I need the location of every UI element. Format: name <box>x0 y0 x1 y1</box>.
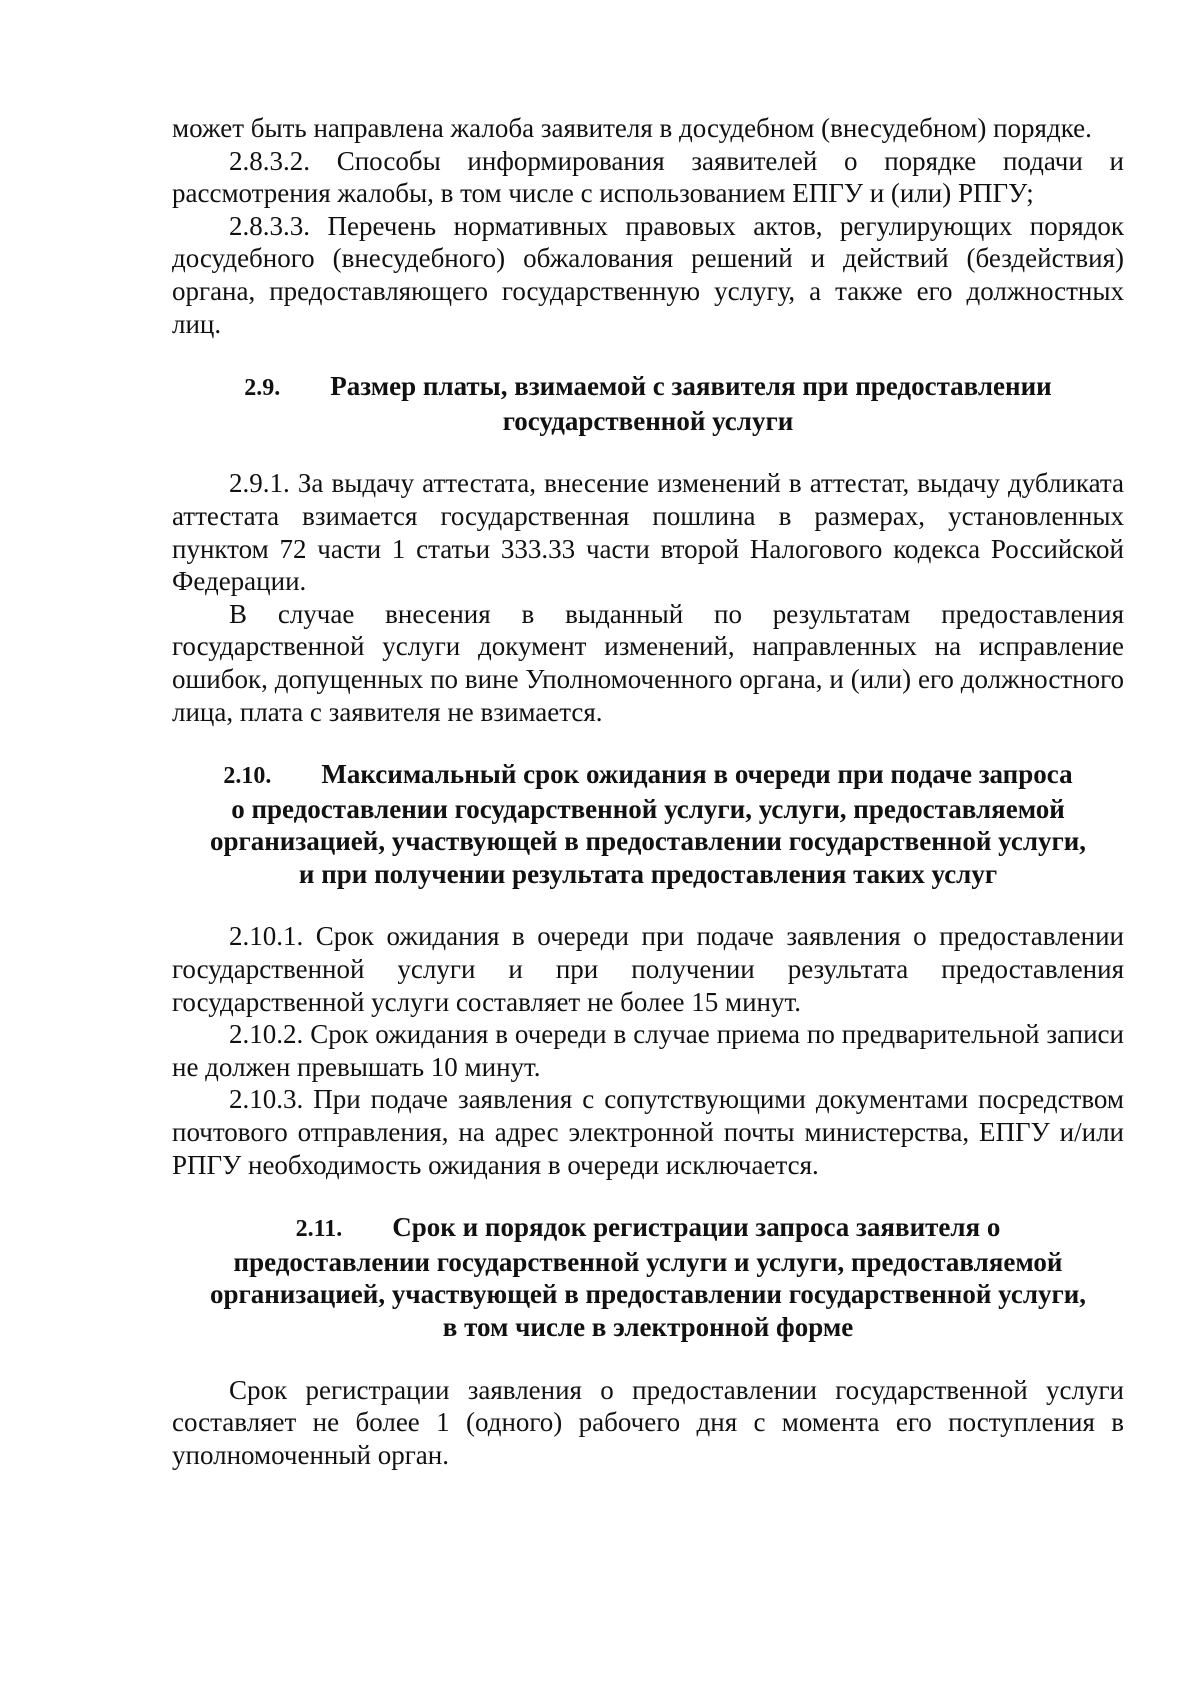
section-2-10-number: 2.10. <box>223 763 272 790</box>
section-2-9-title-line-2: государственной услуги <box>502 405 794 436</box>
paragraph-2-8-3-2: 2.8.3.2. Способы информирования заявителей о порядке подачи и рассмотрения жалобы, в том числе с использованием ЕПГУ и (или) РПГУ; <box>172 145 1124 209</box>
section-2-9-heading <box>172 370 1124 437</box>
section-2-11-title-line-3: организацией, участвующей в предоставлении государственной услуги, <box>209 1279 1087 1310</box>
section-2-9-heading-line-1 <box>172 370 1124 405</box>
section-2-11-heading-line-1 <box>172 1211 1124 1246</box>
section-2-11-title-line-4: в том числе в электронной форме <box>442 1312 854 1342</box>
section-2-9-number: 2.9. <box>244 375 281 402</box>
document-page <box>172 112 1124 1471</box>
paragraph-2-11-1: Срок регистрации заявления о предоставлении государственной услуги составляет не более 1 (одного) рабочего дня с момента его поступления в уполномоченный орган. <box>172 1374 1124 1470</box>
section-2-10-title-line-1: Максимальный срок ожидания в очереди при подаче запроса <box>321 759 1073 790</box>
section-2-11-number: 2.11. <box>295 1216 343 1243</box>
paragraph-2-10-2: 2.10.2. Срок ожидания в очереди в случае приема по предварительной записи не должен превышать 10 минут. <box>172 1019 1124 1082</box>
paragraph-2-10-1: 2.10.1. Срок ожидания в очереди при подаче заявления о предоставлении государственной услуги и при получении результата предоставления государственной услуги составляет не более 15 минут. <box>172 921 1124 1017</box>
section-2-10-heading <box>172 758 1124 890</box>
paragraph-2-10-3: 2.10.3. При подаче заявления с сопутствующими документами посредством почтового отправления, на адрес электронной почты министерства, ЕПГУ и/или РПГУ необходимость ожидания в очереди исключается. <box>172 1084 1124 1180</box>
section-2-10-title-line-3: организацией, участвующей в предоставлении государственной услуги, <box>209 826 1087 857</box>
section-2-11-title-line-1: Срок и порядок регистрации запроса заявителя о <box>392 1212 1001 1243</box>
section-2-11-heading <box>172 1211 1124 1343</box>
section-2-10-heading-line-1 <box>172 758 1124 793</box>
section-2-9-title-line-1: Размер платы, взимаемой с заявителя при предоставлении <box>330 371 1052 402</box>
paragraph-2-9-1-b: В случае внесения в выданный по результатам предоставления государственной услуги документ изменений, направленных на исправление ошибок, допущенных по вине Уполномоченного органа, и (или) его должностного лица, плата с заявителя не взимается. <box>172 598 1124 727</box>
paragraph-2-8-3-1-tail: может быть направлена жалоба заявителя в досудебном (внесудебном) порядке. <box>172 113 1092 143</box>
section-2-10-title-line-2: о предоставлении государственной услуги, услуги, предоставляемой <box>231 793 1065 824</box>
section-2-11-title-line-2: предоставлении государственной услуги и услуги, предоставляемой <box>233 1246 1063 1277</box>
paragraph-2-9-1: 2.9.1. За выдачу аттестата, внесение изменений в аттестат, выдачу дубликата аттестата взимается государственная пошлина в размерах, установленных пунктом 72 части 1 статьи 333.33 части второй Налогового кодекса Российской Федерации. <box>172 468 1124 597</box>
section-2-10-title-line-4: и при получении результата предоставления таких услуг <box>298 858 998 889</box>
paragraph-2-8-3-3: 2.8.3.3. Перечень нормативных правовых актов, регулирующих порядок досудебного (внесудебного) обжалования решений и действий (бездействия) органа, предоставляющего государственную услугу, а также его должностных лиц. <box>172 210 1124 339</box>
